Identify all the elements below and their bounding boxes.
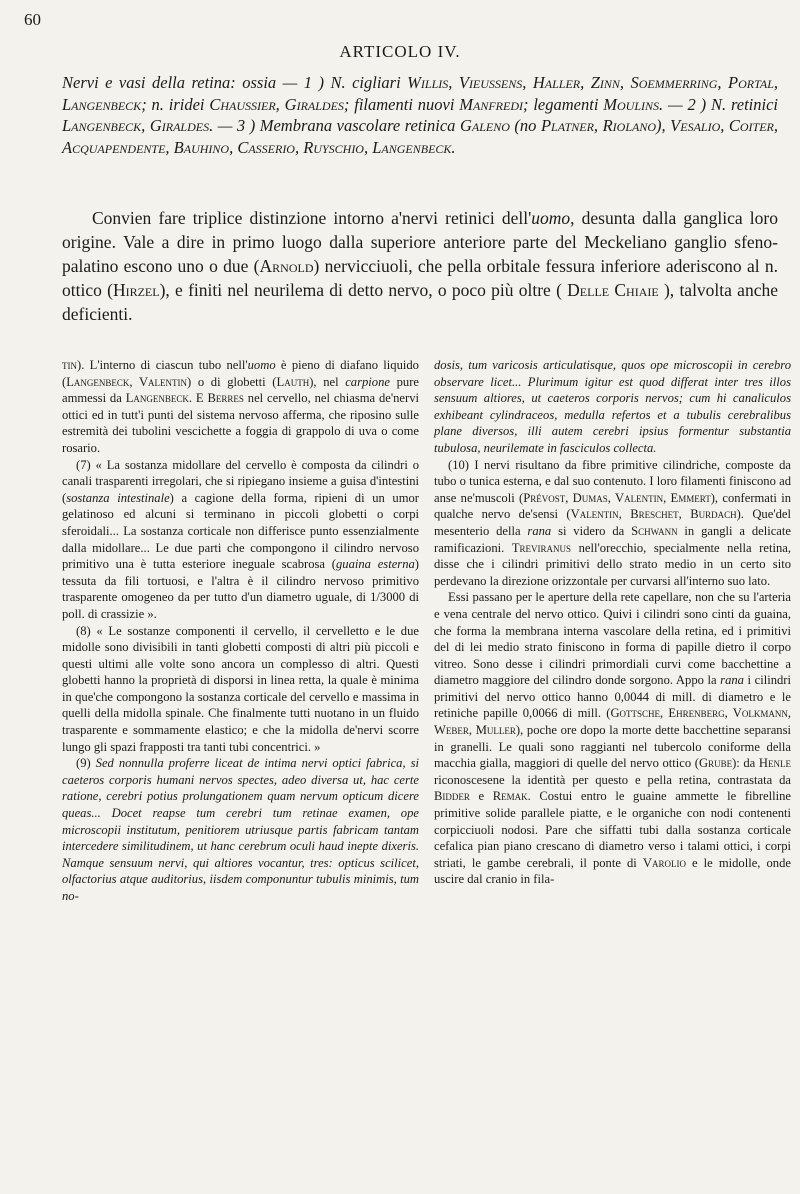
intro-text: ) nervicciuoli, che pella orbitale fessura inferiore aderiscono al n. ottico (: [62, 256, 778, 300]
footnote-9: [62, 755, 419, 904]
fn-text: è pieno di diafano liquido (: [62, 358, 419, 389]
fn-text: (10) I nervi risultano da fibre primitive cilindriche, composte da tubo o tunica esterna, e dal suo contenuto. I loro filamenti finiscono ad anse ne'muscoli (: [434, 457, 791, 505]
fn-text: ) o di globetti (: [187, 374, 277, 389]
summary-text: 1 ) N. cigliari: [303, 73, 408, 92]
summary-authors: Willis, Vieussens, Haller, Zinn, Soemmerring, Portal, Langenbeck: [62, 73, 778, 114]
fn-text: ), confermati in qualche nervo de'sensi (: [434, 490, 791, 522]
summary-text: . — 3 ) Membrana vascolare retinica: [209, 116, 460, 135]
fn-text: e le midolle, onde uscire dal cranio in fila-: [434, 855, 791, 887]
fn-text: nell'orecchio, specialmente nella retina, disse che i cilindri primitivi dello strato medio in un certo sito perdevano la direzione orizzontale per curvarsi all'interno suo lato.: [434, 540, 791, 588]
fn-author: Berres: [207, 391, 244, 406]
fn-author: Schwann: [631, 523, 678, 538]
fn-author: Prévost, Dumas, Valentin, Emmert: [523, 490, 711, 505]
intro-author: Delle Chiaie: [567, 280, 659, 300]
fn-author: Remak: [492, 789, 528, 804]
summary-authors: Langenbeck, Giraldes: [62, 116, 210, 135]
intro-author: Arnold: [259, 256, 314, 276]
fn-author: Varolio: [642, 855, 686, 870]
fn-text: Essi passano per le aperture della rete capellare, non che su l'arteria e vena centrale del nervo ottico. Quivi i cilindri sono cinti da guaina, che forma la membrana interna vascolare della retina, ed i primitivi del di lei medio strato finiscono in forma di papille dietro il corpo vitreo. Sono desse i cilindri primordiali curvi come bacchettine a diametro maggiore del cilindro donde sorgono. Appo la: [434, 590, 791, 688]
summary-text: ; filamenti nuovi: [343, 94, 460, 114]
fn-italic: Sed nonnulla proferre liceat de intima nervi optici fabrica, si caeteros corporis humani nervos spectes, adeo diversa ut, hac certe ratione, cerebri potius prolungationem quam nervum opticum dicere queas... Docet reapse tum cerebri tum retinae examen, ope microscopii institutum, penitiorem utriusque partis fabricam tantam intercedere similitudinem, ut hanc cerebrum oculi haud inepte dixeris. Namque sensuum nervi, qui altiores vocantur, tres: opticus scilicet, olfactorius atque auditorius, iisdem componuntur tubulis minimis, tum no-: [62, 756, 419, 903]
fn-text: ), nel: [309, 374, 346, 389]
summary-text: . — 2 ) N. retinici: [659, 94, 778, 114]
intro-text: Convien fare triplice distinzione intorno a'nervi retinici dell': [92, 208, 532, 228]
footnote-8: [62, 623, 419, 756]
fn-author: Langenbeck, Valentin: [66, 374, 188, 389]
fn-text: ), poche ore dopo la morte dette bacchettine separansi in granelli. Le quali sono raggianti nel tubercolo coniforme della macchia gialla, maggiori di quelle del nervo ottico (: [434, 723, 791, 771]
fn-italic: sostanza intestinale: [66, 490, 170, 505]
fn-italic: guaina esterna: [335, 557, 415, 572]
summary-text: .: [451, 137, 456, 157]
fn-author: Grube: [698, 756, 733, 771]
fn-italic: uomo: [247, 358, 276, 372]
summary-text: (no: [509, 116, 541, 135]
intro-italic: uomo: [531, 208, 571, 228]
intro-author: Hirzel: [112, 280, 160, 300]
fn-text: ). Que'del mesenterio della: [434, 507, 791, 538]
summary-authors: Vesalio, Coiter, Acquapendente, Bauhino, Casserio, Ruyschio, Langenbeck: [62, 116, 779, 157]
fn-author: Gottsche, Ehrenberg, Volkmann, Weber, Muller: [434, 706, 791, 738]
footnote-9-continued: [434, 357, 791, 457]
fn-text: . Costui entro le guaine ammette le fibrelline primitive solide parallele piatte, e le organiche con nodi contenenti corpicciuoli nodosi. Pare che siffatti tubi dalla sostanza corticale cefalica pian piano crescano di diametro verso i talami ottici, i corpi striati, le gambe cerebrali, il ponte di: [434, 789, 791, 870]
fn-text: (8) « Le sostanze componenti il cervello, il cervelletto e le due midolle sono divisibili in tanti globetti composti di altri più piccoli e questi ultimi alle volte sono ancora un complesso di altri. Questi globetti hanno la proprietà di disporsi in linea retta, la quale è minima in que'che compongono la sostanza corticale del cervello e massima in quelli della midolla spinale. Che finalmente tutti nuotano in un fluido trasparente e sommamente elastico; e che la midolla de'nervi scorre lungo gli spazi frapposti tra tanti tubi concentrici. »: [62, 623, 419, 754]
fn-author: Henle: [758, 756, 791, 771]
footnote-10-paragraph-2: [434, 589, 791, 888]
fn-text: (9): [76, 756, 96, 771]
summary-text: Nervi e vasi della retina: ossia —: [62, 73, 304, 92]
fn-text: ) tessuta da fili tortuosi, e l'altra è il cilindro nervoso primitivo trasparente omogeneo da per tutto d'un diametro uguale, di 1/3000 di poll. di crassizie ».: [62, 557, 419, 621]
fn-text: riconoscesene la identità per questo e pella retina, contrastata da: [434, 772, 791, 787]
summary-authors: Manfredi: [459, 94, 523, 114]
fn-author: Langenbeck: [125, 391, 189, 406]
summary-authors: Galeno: [459, 116, 510, 135]
fn-italic: rana: [527, 523, 552, 538]
fn-text: . E: [188, 391, 208, 406]
fn-italic: rana: [720, 673, 744, 688]
article-summary: [62, 72, 778, 158]
fn-text: e: [469, 789, 493, 804]
summary-authors: Moulins: [603, 94, 660, 114]
summary-text: ),: [656, 116, 671, 135]
fn-author: Lauth: [276, 374, 310, 389]
page-number: 60: [24, 10, 41, 29]
fn-author: Bidder: [434, 789, 470, 804]
article-title: ARTICOLO IV.: [339, 42, 461, 61]
intro-text: ), e finiti nel neurilema di detto nervo, o poco più oltre (: [159, 280, 568, 300]
footnote-continued: [62, 357, 419, 457]
fn-text: si videro da: [551, 523, 632, 538]
fn-text: nel cervello, nel chiasma de'nervi ottici ed in tutt'i punti del sistema nervoso afferma, che riposino sulle estremità dei tubolini vescichette a foggia di grappolo di uva o come rosario.: [62, 391, 420, 455]
footnote-7: [62, 457, 419, 623]
fn-text: (7) « La sostanza midollare del cervello è composta da cilindri o canali trasparenti irregolari, che si ripiegano insieme a guisa d'intestini (: [62, 457, 419, 505]
fn-text: ) a cagione della forma, ripieni di un umor gelatinoso ed alcuni si terminano in piccoli globetti o corpi sferoidali... La sostanza corticale non differisce punto essenzialmente dalla midollare... Le due parti che compongono il cilindro nervoso primitivo una è tutta esteriore ineguale scabrosa (: [62, 490, 419, 572]
fn-text: pure ammessi da: [62, 374, 420, 406]
summary-text: ; legamenti: [523, 94, 604, 114]
fn-italic: carpione: [345, 374, 390, 389]
summary-authors: Platner, Riolano: [540, 116, 656, 135]
fn-text: in gangli a delicate ramificazioni.: [434, 523, 791, 555]
fn-text: ). L'interno di ciascun tubo nell': [77, 358, 248, 372]
intro-paragraph: [62, 206, 778, 326]
footnotes-left-column: [62, 357, 419, 905]
fn-author: Treviranus: [511, 540, 572, 555]
intro-text: , desunta dalla ganglica loro origine. Vale a dire in primo luogo dalla superiore anteriore parte del Meckeliano ganglio sfeno-palatino escono uno o due (: [62, 208, 778, 276]
fn-author: Valentin, Breschet, Burdach: [570, 507, 737, 522]
summary-text: ; n. iridei: [141, 94, 210, 114]
intro-text: ), talvolta anche deficienti.: [62, 280, 778, 324]
footnote-10: [434, 457, 791, 590]
fn-author: tin: [62, 358, 77, 372]
summary-authors: Chaussier, Giraldes: [209, 94, 344, 114]
fn-text: ): da: [732, 756, 759, 771]
fn-italic: dosis, tum varicosis articulatisque, quos ope microscopii in cerebro observare licet... Plurimum igitur est quod differat inter tres illos sensuum altiores, ut caeteros corporis nervos; cum hi canaliculos exhibeant cylindraceos, medulla refertos et a tubulis cerebralibus plane diversos, illi autem cerebri ipsius formentur substantia tubulosa, neurilemate in fasciculos collecta.: [434, 358, 791, 455]
footnotes-right-column: [434, 357, 791, 888]
fn-text: i cilindri primitivi del nervo ottico hanno 0,0044 di mill. di diametro e le retiniche papille 0,0066 di mill. (: [434, 673, 791, 721]
